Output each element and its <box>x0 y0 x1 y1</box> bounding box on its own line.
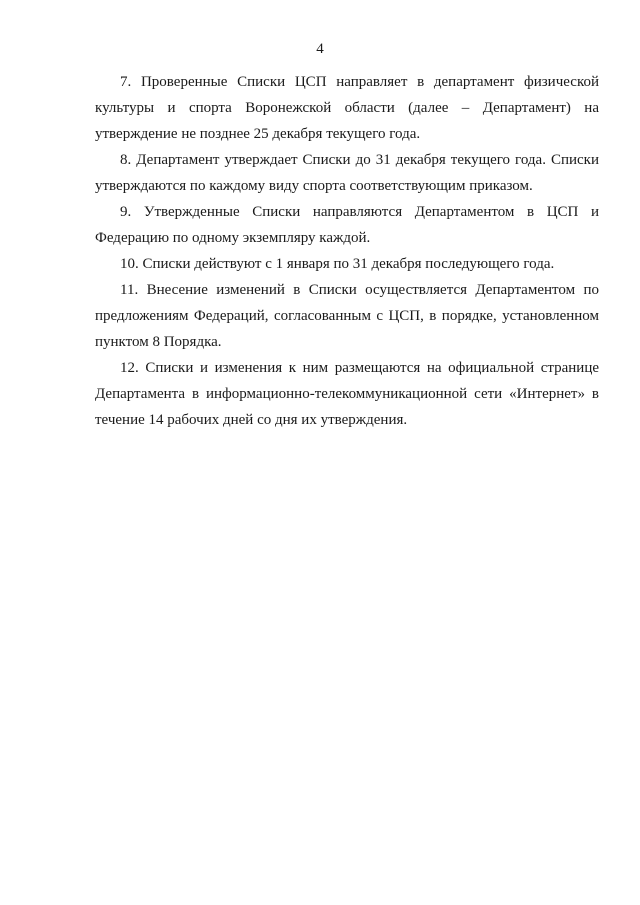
page-number: 4 <box>316 41 324 57</box>
paragraph-9: 9. Утвержденные Списки направляются Департаментом в ЦСП и Федерацию по одному экземпляру каждой. <box>95 204 599 246</box>
paragraph-8: 8. Департамент утверждает Списки до 31 декабря текущего года. Списки утверждаются по каждому виду спорта соответствующим приказом. <box>95 152 599 194</box>
document-body <box>95 69 599 433</box>
paragraph-10: 10. Списки действуют с 1 января по 31 декабря последующего года. <box>120 256 555 272</box>
paragraph-12: 12. Списки и изменения к ним размещаются на официальной странице Департамента в информационно-телекоммуникационной сети «Интернет» в течение 14 рабочих дней со дня их утверждения. <box>95 360 599 428</box>
paragraph-11: 11. Внесение изменений в Списки осуществляется Департаментом по предложениям Федераций, согласованным с ЦСП, в порядке, установленном пунктом 8 Порядка. <box>95 282 599 350</box>
paragraph-7: 7. Проверенные Списки ЦСП направляет в департамент физической культуры и спорта Воронежской области (далее – Департамент) на утверждение не позднее 25 декабря текущего года. <box>95 74 599 142</box>
